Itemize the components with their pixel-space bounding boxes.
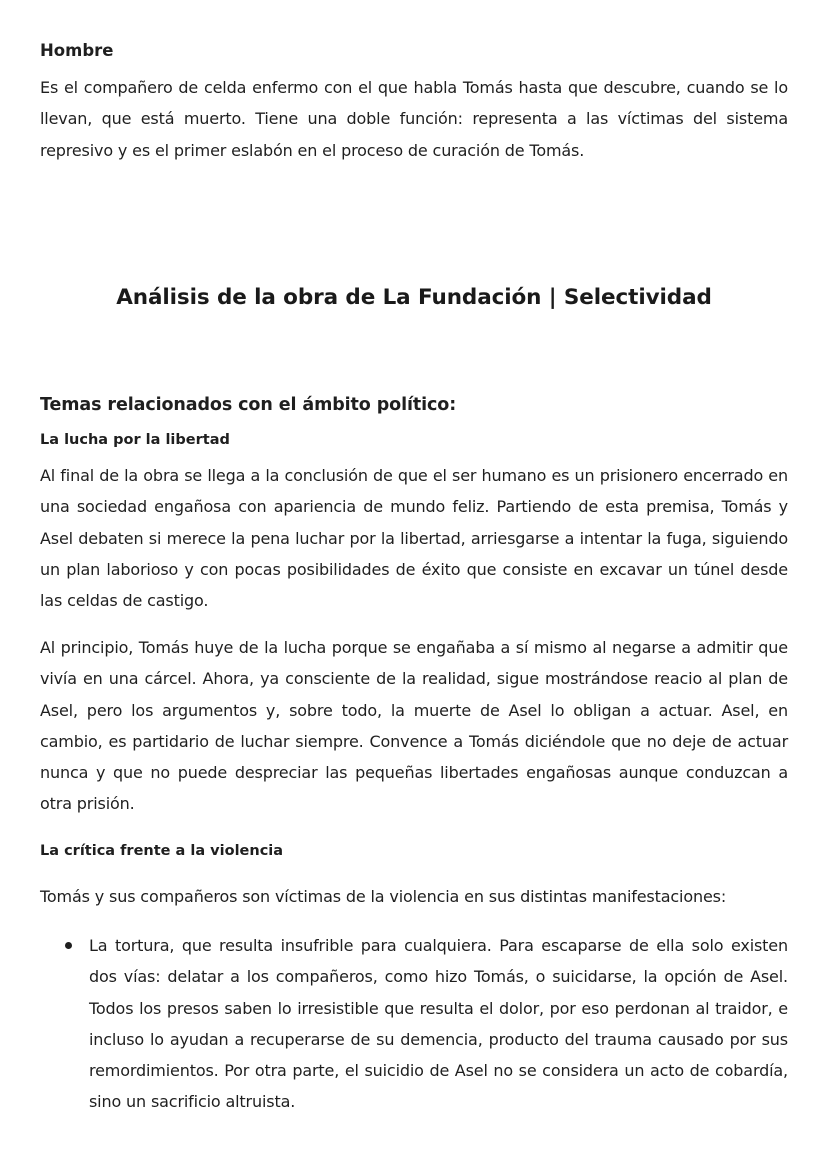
subsection-heading-lucha: La lucha por la libertad [40, 432, 230, 448]
character-heading: Hombre [40, 41, 114, 60]
paragraph-lucha-1: Al final de la obra se llega a la conclusión de que el ser humano es un prisionero encerrado en una sociedad engañosa con apariencia de mundo feliz. Partiendo de esta premisa, Tomás y Asel debaten si merece la pena luchar por la libertad, arriesgarse a intentar la fuga, siguiendo un plan laborioso y con pocas posibilidades de éxito que consiste en excavar un túnel desde las celdas de castigo. [40, 466, 788, 611]
list-item-text: La tortura, que resulta insufrible para cualquiera. Para escaparse de ella solo existen dos vías: delatar a los compañeros, como hizo Tomás, o suicidarse, la opción de Asel. Todos los presos saben lo irresistible que resulta el dolor, por eso perdonan al traidor, e incluso lo ayudan a recuperarse de su demencia, producto del trauma causado por sus remordimientos. Por otra parte, el suicidio de Asel no se considera un acto de cobardía, sino un sacrificio altruista. [89, 936, 788, 1112]
section-title: Temas relacionados con el ámbito político: [40, 395, 457, 415]
list-item [40, 930, 788, 1118]
page-title: Análisis de la obra de La Fundación | Selectividad [116, 285, 712, 310]
paragraph-violencia-intro: Tomás y sus compañeros son víctimas de la violencia en sus distintas manifestaciones: [40, 887, 727, 906]
character-description: Es el compañero de celda enfermo con el que habla Tomás hasta que descubre, cuando se lo llevan, que está muerto. Tiene una doble función: representa a las víctimas del sistema represivo y es el primer eslabón en el proceso de curación de Tomás. [40, 78, 788, 160]
paragraph-lucha-2: Al principio, Tomás huye de la lucha porque se engañaba a sí mismo al negarse a admitir que vivía en una cárcel. Ahora, ya consciente de la realidad, sigue mostrándose reacio al plan de Asel, pero los argumentos y, sobre todo, la muerte de Asel lo obligan a actuar. Asel, en cambio, es partidario de luchar siempre. Convence a Tomás diciéndole que no deje de actuar nunca y que no puede despreciar las pequeñas libertades engañosas aunque conduzcan a otra prisión. [40, 638, 788, 814]
subsection-heading-violencia: La crítica frente a la violencia [40, 843, 284, 859]
bullet-list [40, 930, 788, 1118]
bullet-icon [65, 942, 72, 949]
